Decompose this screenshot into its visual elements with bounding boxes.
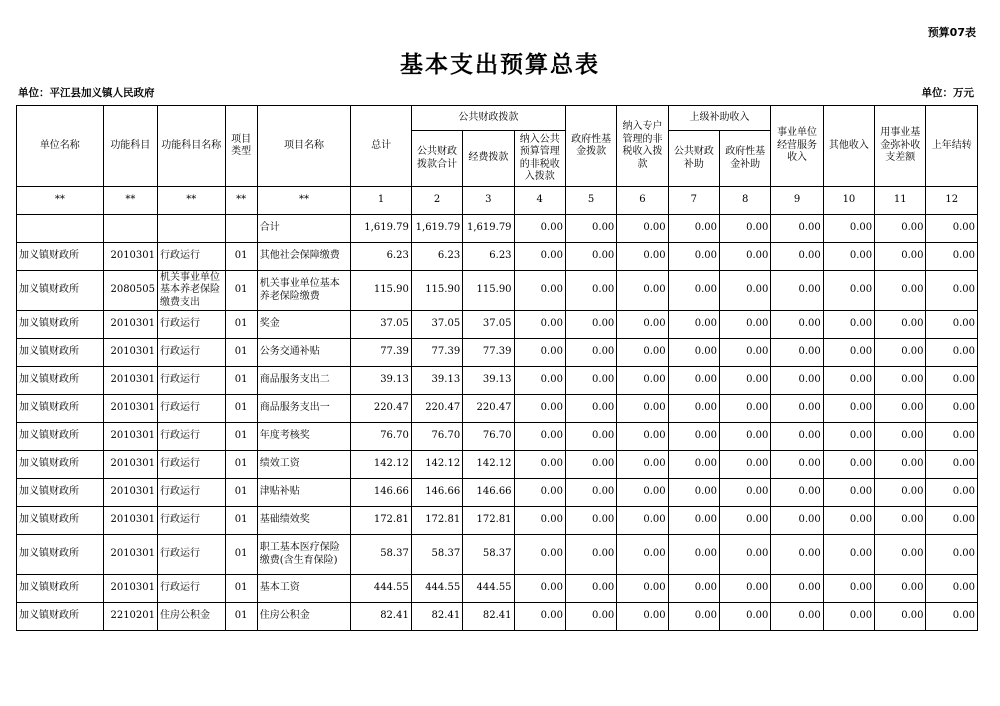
index-cell: 6: [617, 187, 668, 215]
value-cell: 0.00: [720, 535, 771, 575]
unit-name-cell: 加义镇财政所: [17, 507, 104, 535]
value-cell: 0.00: [514, 271, 565, 311]
value-cell: 0.00: [823, 367, 874, 395]
value-cell: 0.00: [617, 423, 668, 451]
value-cell: 39.13: [463, 367, 514, 395]
total-value-cell: 0.00: [926, 215, 978, 243]
item-type-cell: 01: [225, 271, 257, 311]
value-cell: 82.41: [411, 603, 462, 631]
item-type-cell: 01: [225, 243, 257, 271]
col-func-code: 功能科目: [103, 106, 157, 187]
col-institution-income: 事业单位经营服务收入: [771, 106, 823, 187]
col-group-public-fiscal: 公共财政拨款: [411, 106, 565, 131]
col-nontax-special: 纳入专户管理的非税收入拨款: [617, 106, 668, 187]
value-cell: 0.00: [771, 507, 823, 535]
value-cell: 0.00: [565, 243, 616, 271]
value-cell: 0.00: [617, 271, 668, 311]
value-cell: 0.00: [771, 367, 823, 395]
value-cell: 0.00: [565, 395, 616, 423]
total-value-cell: 0.00: [668, 215, 719, 243]
value-cell: 0.00: [720, 423, 771, 451]
item-type-cell: 01: [225, 395, 257, 423]
value-cell: 0.00: [875, 575, 926, 603]
table-row: [17, 479, 978, 507]
value-cell: 0.00: [720, 603, 771, 631]
value-cell: 0.00: [668, 535, 719, 575]
value-cell: 0.00: [875, 271, 926, 311]
value-cell: 39.13: [411, 367, 462, 395]
unit-name-cell: 加义镇财政所: [17, 451, 104, 479]
value-cell: 0.00: [617, 339, 668, 367]
func-name-cell: 住房公积金: [158, 603, 225, 631]
value-cell: 0.00: [514, 395, 565, 423]
value-cell: 0.00: [617, 367, 668, 395]
value-cell: 0.00: [926, 575, 978, 603]
value-cell: 0.00: [926, 339, 978, 367]
item-type-cell: 01: [225, 451, 257, 479]
item-name-cell: 绩效工资: [257, 451, 351, 479]
index-cell: 3: [463, 187, 514, 215]
item-type-cell: 01: [225, 603, 257, 631]
value-cell: 0.00: [668, 311, 719, 339]
col-unit-name: 单位名称: [17, 106, 104, 187]
unit-name-cell: 加义镇财政所: [17, 479, 104, 507]
item-type-cell: 01: [225, 507, 257, 535]
value-cell: 0.00: [565, 507, 616, 535]
value-cell: 0.00: [771, 575, 823, 603]
value-cell: 0.00: [617, 479, 668, 507]
value-cell: 0.00: [771, 423, 823, 451]
value-cell: 0.00: [875, 535, 926, 575]
value-cell: 0.00: [823, 451, 874, 479]
value-cell: 0.00: [875, 243, 926, 271]
value-cell: 0.00: [926, 311, 978, 339]
value-cell: 0.00: [926, 507, 978, 535]
func-code-cell: 2010301: [103, 339, 157, 367]
value-cell: 0.00: [875, 603, 926, 631]
value-cell: 444.55: [351, 575, 411, 603]
value-cell: 0.00: [823, 507, 874, 535]
value-cell: 82.41: [351, 603, 411, 631]
value-cell: 0.00: [514, 479, 565, 507]
value-cell: 0.00: [565, 311, 616, 339]
item-type-cell: 01: [225, 575, 257, 603]
value-cell: 0.00: [823, 395, 874, 423]
value-cell: 0.00: [875, 311, 926, 339]
value-cell: 0.00: [668, 575, 719, 603]
index-cell: **: [257, 187, 351, 215]
value-cell: 0.00: [720, 243, 771, 271]
value-cell: 0.00: [668, 243, 719, 271]
func-name-cell: 行政运行: [158, 575, 225, 603]
unit-name-cell: 加义镇财政所: [17, 243, 104, 271]
index-cell: 1: [351, 187, 411, 215]
value-cell: 0.00: [720, 575, 771, 603]
value-cell: 0.00: [875, 451, 926, 479]
value-cell: 6.23: [351, 243, 411, 271]
value-cell: 0.00: [875, 367, 926, 395]
func-code-cell: 2010301: [103, 311, 157, 339]
budget-table: [16, 105, 978, 631]
func-code-cell: 2080505: [103, 271, 157, 311]
value-cell: 0.00: [565, 271, 616, 311]
value-cell: 0.00: [875, 423, 926, 451]
index-cell: 4: [514, 187, 565, 215]
col-operating-funds: 经费拨款: [463, 131, 514, 187]
value-cell: 146.66: [411, 479, 462, 507]
item-type-cell: 01: [225, 423, 257, 451]
col-public-fiscal-total: 公共财政拨款合计: [411, 131, 462, 187]
value-cell: 0.00: [771, 451, 823, 479]
index-cell: 12: [926, 187, 978, 215]
index-cell: 2: [411, 187, 462, 215]
value-cell: 0.00: [668, 479, 719, 507]
func-name-cell: 行政运行: [158, 367, 225, 395]
value-cell: 0.00: [771, 271, 823, 311]
value-cell: 0.00: [668, 451, 719, 479]
value-cell: 0.00: [565, 339, 616, 367]
value-cell: 77.39: [411, 339, 462, 367]
value-cell: 0.00: [565, 535, 616, 575]
value-cell: 58.37: [351, 535, 411, 575]
unit-name-cell: 加义镇财政所: [17, 339, 104, 367]
func-name-cell: 行政运行: [158, 395, 225, 423]
value-cell: 76.70: [411, 423, 462, 451]
value-cell: 0.00: [771, 311, 823, 339]
total-cell-empty: [158, 215, 225, 243]
col-func-name: 功能科目名称: [158, 106, 225, 187]
value-cell: 0.00: [617, 603, 668, 631]
value-cell: 0.00: [926, 395, 978, 423]
func-name-cell: 行政运行: [158, 451, 225, 479]
table-row: [17, 271, 978, 311]
value-cell: 0.00: [823, 339, 874, 367]
col-gov-fund: 政府性基金拨款: [565, 106, 616, 187]
value-cell: 37.05: [411, 311, 462, 339]
value-cell: 0.00: [771, 339, 823, 367]
value-cell: 0.00: [823, 603, 874, 631]
item-type-cell: 01: [225, 535, 257, 575]
value-cell: 0.00: [875, 507, 926, 535]
value-cell: 0.00: [926, 535, 978, 575]
value-cell: 58.37: [411, 535, 462, 575]
func-name-cell: 机关事业单位基本养老保险缴费支出: [158, 271, 225, 311]
total-value-cell: 0.00: [771, 215, 823, 243]
col-other-income: 其他收入: [823, 106, 874, 187]
value-cell: 146.66: [351, 479, 411, 507]
total-row: [17, 215, 978, 243]
value-cell: 0.00: [875, 479, 926, 507]
item-name-cell: 公务交通补贴: [257, 339, 351, 367]
item-name-cell: 年度考核奖: [257, 423, 351, 451]
value-cell: 0.00: [720, 271, 771, 311]
value-cell: 0.00: [617, 575, 668, 603]
value-cell: 0.00: [668, 423, 719, 451]
unit-name-cell: 加义镇财政所: [17, 423, 104, 451]
value-cell: 0.00: [514, 535, 565, 575]
value-cell: 142.12: [351, 451, 411, 479]
value-cell: 0.00: [514, 339, 565, 367]
value-cell: 37.05: [463, 311, 514, 339]
func-code-cell: 2010301: [103, 507, 157, 535]
value-cell: 0.00: [771, 395, 823, 423]
table-row: [17, 451, 978, 479]
item-name-cell: 津贴补贴: [257, 479, 351, 507]
index-cell: **: [158, 187, 225, 215]
table-row: [17, 507, 978, 535]
value-cell: 0.00: [565, 603, 616, 631]
unit-name-cell: 加义镇财政所: [17, 603, 104, 631]
value-cell: 220.47: [351, 395, 411, 423]
table-row: [17, 395, 978, 423]
func-name-cell: 行政运行: [158, 339, 225, 367]
unit-name-cell: 加义镇财政所: [17, 271, 104, 311]
value-cell: 172.81: [411, 507, 462, 535]
table-row: [17, 339, 978, 367]
func-name-cell: 行政运行: [158, 479, 225, 507]
col-group-higher-subsidy: 上级补助收入: [668, 106, 771, 131]
value-cell: 0.00: [617, 535, 668, 575]
value-cell: 0.00: [926, 603, 978, 631]
value-cell: 0.00: [565, 451, 616, 479]
value-cell: 0.00: [514, 451, 565, 479]
total-value-cell: 0.00: [514, 215, 565, 243]
func-name-cell: 行政运行: [158, 311, 225, 339]
value-cell: 0.00: [668, 603, 719, 631]
value-cell: 0.00: [668, 367, 719, 395]
value-cell: 0.00: [565, 575, 616, 603]
table-row: [17, 311, 978, 339]
value-cell: 142.12: [463, 451, 514, 479]
value-cell: 0.00: [875, 395, 926, 423]
reporting-unit-label: 单位：平江县加义镇人民政府: [18, 87, 155, 99]
unit-name-cell: 加义镇财政所: [17, 575, 104, 603]
total-value-cell: 0.00: [720, 215, 771, 243]
value-cell: 37.05: [351, 311, 411, 339]
item-name-cell: 商品服务支出一: [257, 395, 351, 423]
value-cell: 0.00: [617, 243, 668, 271]
col-total: 总计: [351, 106, 411, 187]
func-code-cell: 2010301: [103, 243, 157, 271]
index-cell: 8: [720, 187, 771, 215]
total-value-cell: 1,619.79: [411, 215, 462, 243]
index-cell: **: [103, 187, 157, 215]
value-cell: 220.47: [411, 395, 462, 423]
index-cell: 11: [875, 187, 926, 215]
value-cell: 0.00: [668, 507, 719, 535]
func-name-cell: 行政运行: [158, 507, 225, 535]
item-name-cell: 住房公积金: [257, 603, 351, 631]
value-cell: 172.81: [351, 507, 411, 535]
item-type-cell: 01: [225, 339, 257, 367]
value-cell: 0.00: [823, 575, 874, 603]
currency-unit-label: 单位：万元: [921, 87, 974, 99]
table-row: [17, 575, 978, 603]
col-item-type: 项目类型: [225, 106, 257, 187]
index-cell: 9: [771, 187, 823, 215]
unit-name-cell: 加义镇财政所: [17, 535, 104, 575]
item-name-cell: 基础绩效奖: [257, 507, 351, 535]
func-code-cell: 2010301: [103, 367, 157, 395]
total-cell-empty: [103, 215, 157, 243]
index-cell: **: [17, 187, 104, 215]
value-cell: 39.13: [351, 367, 411, 395]
total-label: 合计: [257, 215, 351, 243]
value-cell: 0.00: [514, 243, 565, 271]
value-cell: 0.00: [823, 243, 874, 271]
col-higher-public-fiscal: 公共财政补助: [668, 131, 719, 187]
value-cell: 0.00: [926, 271, 978, 311]
value-cell: 0.00: [823, 271, 874, 311]
total-value-cell: 1,619.79: [463, 215, 514, 243]
total-value-cell: 0.00: [823, 215, 874, 243]
total-value-cell: 0.00: [875, 215, 926, 243]
col-carryover: 上年结转: [926, 106, 978, 187]
table-row: [17, 243, 978, 271]
func-code-cell: 2210201: [103, 603, 157, 631]
item-name-cell: 奖金: [257, 311, 351, 339]
func-code-cell: 2010301: [103, 535, 157, 575]
func-code-cell: 2010301: [103, 395, 157, 423]
value-cell: 0.00: [875, 339, 926, 367]
value-cell: 0.00: [823, 423, 874, 451]
unit-name-cell: 加义镇财政所: [17, 311, 104, 339]
value-cell: 0.00: [771, 535, 823, 575]
total-value-cell: 0.00: [617, 215, 668, 243]
value-cell: 0.00: [514, 603, 565, 631]
value-cell: 76.70: [463, 423, 514, 451]
value-cell: 0.00: [771, 243, 823, 271]
value-cell: 0.00: [565, 367, 616, 395]
value-cell: 0.00: [720, 339, 771, 367]
value-cell: 0.00: [668, 395, 719, 423]
func-code-cell: 2010301: [103, 575, 157, 603]
item-name-cell: 职工基本医疗保险缴费(含生育保险): [257, 535, 351, 575]
total-cell-empty: [225, 215, 257, 243]
value-cell: 0.00: [668, 271, 719, 311]
index-cell: 10: [823, 187, 874, 215]
item-name-cell: 其他社会保障缴费: [257, 243, 351, 271]
value-cell: 444.55: [463, 575, 514, 603]
func-name-cell: 行政运行: [158, 535, 225, 575]
item-name-cell: 机关事业单位基本养老保险缴费: [257, 271, 351, 311]
column-index-row: [17, 187, 978, 215]
value-cell: 115.90: [463, 271, 514, 311]
item-type-cell: 01: [225, 311, 257, 339]
value-cell: 0.00: [720, 367, 771, 395]
func-code-cell: 2010301: [103, 423, 157, 451]
value-cell: 0.00: [720, 451, 771, 479]
value-cell: 0.00: [514, 507, 565, 535]
value-cell: 0.00: [514, 423, 565, 451]
value-cell: 444.55: [411, 575, 462, 603]
value-cell: 220.47: [463, 395, 514, 423]
value-cell: 0.00: [565, 479, 616, 507]
value-cell: 0.00: [771, 603, 823, 631]
form-number: 预算07表: [927, 26, 976, 39]
unit-name-cell: 加义镇财政所: [17, 367, 104, 395]
total-value-cell: 0.00: [565, 215, 616, 243]
value-cell: 0.00: [720, 395, 771, 423]
func-code-cell: 2010301: [103, 451, 157, 479]
value-cell: 0.00: [617, 395, 668, 423]
value-cell: 0.00: [926, 423, 978, 451]
value-cell: 76.70: [351, 423, 411, 451]
func-code-cell: 2010301: [103, 479, 157, 507]
col-higher-gov-fund: 政府性基金补助: [720, 131, 771, 187]
value-cell: 0.00: [720, 507, 771, 535]
table-row: [17, 535, 978, 575]
value-cell: 0.00: [565, 423, 616, 451]
table-body: [17, 187, 978, 631]
unit-name-cell: 加义镇财政所: [17, 395, 104, 423]
value-cell: 172.81: [463, 507, 514, 535]
value-cell: 142.12: [411, 451, 462, 479]
func-name-cell: 行政运行: [158, 243, 225, 271]
value-cell: 0.00: [514, 311, 565, 339]
total-value-cell: 1,619.79: [351, 215, 411, 243]
value-cell: 58.37: [463, 535, 514, 575]
value-cell: 0.00: [720, 479, 771, 507]
page-title: 基本支出预算总表: [400, 51, 600, 78]
col-reserve-fund: 用事业基金弥补收支差额: [875, 106, 926, 187]
func-name-cell: 行政运行: [158, 423, 225, 451]
value-cell: 0.00: [823, 311, 874, 339]
table-row: [17, 367, 978, 395]
index-cell: 7: [668, 187, 719, 215]
item-name-cell: 基本工资: [257, 575, 351, 603]
table-row: [17, 603, 978, 631]
item-name-cell: 商品服务支出二: [257, 367, 351, 395]
total-cell-empty: [17, 215, 104, 243]
value-cell: 146.66: [463, 479, 514, 507]
value-cell: 0.00: [617, 507, 668, 535]
col-item-name: 项目名称: [257, 106, 351, 187]
table-row: [17, 423, 978, 451]
value-cell: 0.00: [720, 311, 771, 339]
value-cell: 0.00: [617, 311, 668, 339]
value-cell: 0.00: [823, 479, 874, 507]
col-nontax-in-budget: 纳入公共预算管理的非税收入拨款: [514, 131, 565, 187]
value-cell: 0.00: [926, 451, 978, 479]
value-cell: 0.00: [926, 367, 978, 395]
index-cell: 5: [565, 187, 616, 215]
value-cell: 0.00: [617, 451, 668, 479]
item-type-cell: 01: [225, 367, 257, 395]
value-cell: 77.39: [463, 339, 514, 367]
value-cell: 0.00: [771, 479, 823, 507]
item-type-cell: 01: [225, 479, 257, 507]
value-cell: 77.39: [351, 339, 411, 367]
value-cell: 0.00: [514, 575, 565, 603]
value-cell: 82.41: [463, 603, 514, 631]
value-cell: 0.00: [668, 339, 719, 367]
value-cell: 0.00: [823, 535, 874, 575]
value-cell: 6.23: [463, 243, 514, 271]
value-cell: 0.00: [926, 479, 978, 507]
value-cell: 115.90: [351, 271, 411, 311]
index-cell: **: [225, 187, 257, 215]
value-cell: 0.00: [926, 243, 978, 271]
value-cell: 6.23: [411, 243, 462, 271]
value-cell: 115.90: [411, 271, 462, 311]
value-cell: 0.00: [514, 367, 565, 395]
